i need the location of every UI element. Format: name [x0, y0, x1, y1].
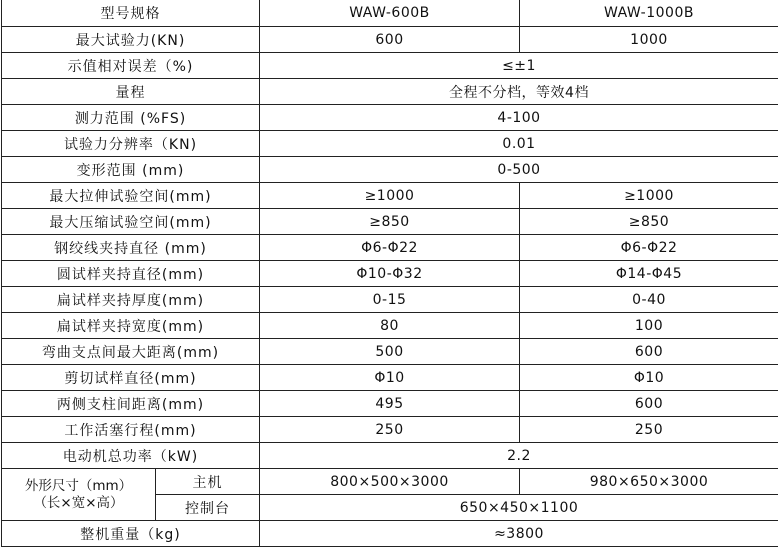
row-label: 两侧支柱间距离(mm) [2, 391, 260, 417]
table-row [2, 287, 778, 313]
shared-value: 0-500 [260, 157, 778, 183]
table-row [2, 79, 778, 105]
table-row [2, 417, 778, 443]
spec-table [1, 0, 778, 547]
table-row [2, 27, 778, 53]
model-b-value: ≥850 [520, 209, 778, 235]
model-b-value: Φ14-Φ45 [520, 261, 778, 287]
model-b-value: ≥1000 [520, 183, 778, 209]
model-a-value: 495 [260, 391, 520, 417]
host-dimensions-a: 800×500×3000 [260, 469, 520, 495]
dimensions-label-line2: （长×宽×高） [2, 495, 155, 512]
model-b-value: Φ10 [520, 365, 778, 391]
row-label: 示值相对误差（%) [2, 53, 260, 79]
table-row [2, 183, 778, 209]
row-label: 电动机总功率（kW) [2, 443, 260, 469]
table-row [2, 209, 778, 235]
table-row [2, 235, 778, 261]
model-b-value: 1000 [520, 27, 778, 53]
table-row [2, 365, 778, 391]
weight-row [2, 521, 778, 547]
table-row [2, 339, 778, 365]
table-row [2, 261, 778, 287]
row-label: 最大试验力(KN) [2, 27, 260, 53]
row-label: 试验力分辨率（KN) [2, 131, 260, 157]
console-dimensions: 650×450×1100 [260, 495, 778, 521]
row-label: 最大拉伸试验空间(mm) [2, 183, 260, 209]
host-label: 主机 [156, 469, 260, 495]
row-label: 测力范围 (%FS) [2, 105, 260, 131]
model-b-value: 600 [520, 339, 778, 365]
model-a-value: Φ10 [260, 365, 520, 391]
model-a-name: WAW-600B [260, 0, 520, 27]
row-label: 剪切试样直径(mm) [2, 365, 260, 391]
model-b-value: 0-40 [520, 287, 778, 313]
model-a-value: Φ10-Φ32 [260, 261, 520, 287]
table-row [2, 391, 778, 417]
model-b-value: 600 [520, 391, 778, 417]
row-label: 扁试样夹持厚度(mm) [2, 287, 260, 313]
model-a-value: 0-15 [260, 287, 520, 313]
table-row [2, 131, 778, 157]
row-label: 圆试样夹持直径(mm) [2, 261, 260, 287]
shared-value: 2.2 [260, 443, 778, 469]
model-b-value: 100 [520, 313, 778, 339]
model-b-value: 250 [520, 417, 778, 443]
table-row [2, 53, 778, 79]
table-row [2, 105, 778, 131]
shared-value: 0.01 [260, 131, 778, 157]
model-a-value: ≥1000 [260, 183, 520, 209]
row-label: 扁试样夹持宽度(mm) [2, 313, 260, 339]
model-spec-label: 型号规格 [2, 0, 260, 27]
table-row [2, 157, 778, 183]
model-a-value: 250 [260, 417, 520, 443]
row-label: 变形范围 (mm) [2, 157, 260, 183]
dimensions-host-row [2, 469, 778, 495]
dimensions-label-line1: 外形尺寸（mm） [2, 478, 155, 495]
dimensions-label [2, 469, 156, 521]
weight-value: ≈3800 [260, 521, 778, 547]
table-row [2, 313, 778, 339]
table-row [2, 443, 778, 469]
shared-value: 全程不分档，等效4档 [260, 79, 778, 105]
model-a-value: Φ6-Φ22 [260, 235, 520, 261]
shared-value: ≤±1 [260, 53, 778, 79]
model-a-value: 600 [260, 27, 520, 53]
host-dimensions-b: 980×650×3000 [520, 469, 778, 495]
row-label: 弯曲支点间最大距离(mm) [2, 339, 260, 365]
model-b-name: WAW-1000B [520, 0, 778, 27]
header-row [2, 0, 778, 27]
model-a-value: ≥850 [260, 209, 520, 235]
row-label: 钢绞线夹持直径 (mm) [2, 235, 260, 261]
row-label: 最大压缩试验空间(mm) [2, 209, 260, 235]
row-label: 量程 [2, 79, 260, 105]
console-label: 控制台 [156, 495, 260, 521]
row-label: 工作活塞行程(mm) [2, 417, 260, 443]
model-b-value: Φ6-Φ22 [520, 235, 778, 261]
shared-value: 4-100 [260, 105, 778, 131]
weight-label: 整机重量（kg) [2, 521, 260, 547]
model-a-value: 500 [260, 339, 520, 365]
model-a-value: 80 [260, 313, 520, 339]
